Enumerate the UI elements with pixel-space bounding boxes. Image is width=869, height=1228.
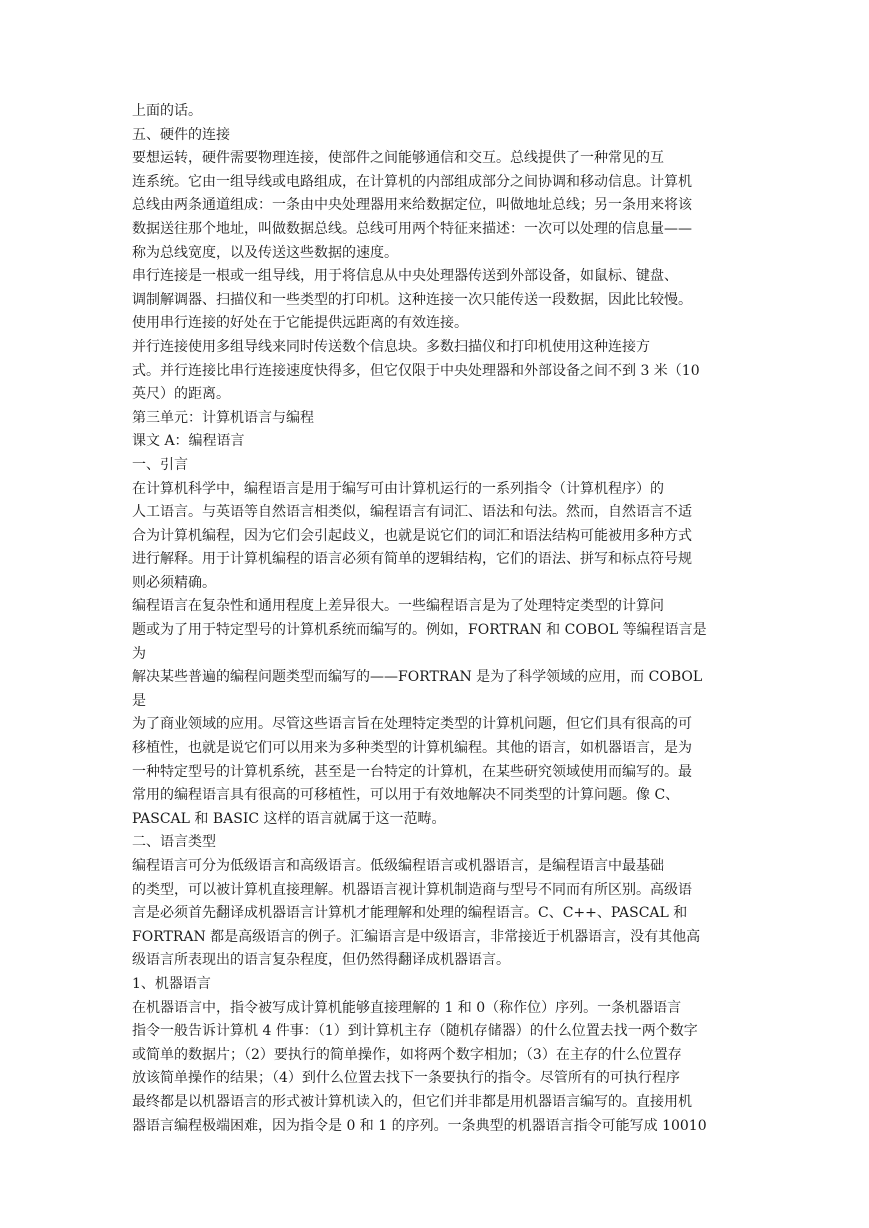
text-line: FORTRAN 都是高级语言的例子。汇编语言是中级语言，非常接近于机器语言，没有其他高 xyxy=(132,928,701,945)
text-line: 移植性，也就是说它们可以用来为多种类型的计算机编程。其他的语言，如机器语言，是为 xyxy=(132,740,692,757)
text-line: 使用串行连接的好处在于它能提供远距离的有效连接。 xyxy=(132,315,468,332)
text-line: 串行连接是一根或一组导线，用于将信息从中央处理器传送到外部设备，如鼠标、键盘、 xyxy=(132,268,678,285)
text-line: PASCAL 和 BASIC 这样的语言就属于这一范畴。 xyxy=(132,810,446,827)
text-line: 则必须精确。 xyxy=(132,574,216,591)
text-line: 调制解调器、扫描仪和一些类型的打印机。这种连接一次只能传送一段数据，因此比较慢。 xyxy=(132,291,692,308)
text-line: 上面的话。 xyxy=(132,103,202,119)
text-line: 题或为了用于特定型号的计算机系统而编写的。例如，FORTRAN 和 COBOL 等编程语言是 xyxy=(132,622,707,639)
text-line: 数据送往那个地址，叫做数据总线。总线可用两个特征来描述：一次可以处理的信息量—— xyxy=(132,220,692,237)
text-line: 英尺）的距离。 xyxy=(132,386,230,403)
text-line: 放该简单操作的结果；（4）到什么位置去找下一条要执行的指令。尽管所有的可执行程序 xyxy=(132,1070,680,1087)
text-line: 级语言所表现出的语言复杂程度，但仍然得翻译成机器语言。 xyxy=(132,952,510,969)
text-line: 为了商业领域的应用。尽管这些语言旨在处理特定类型的计算机问题，但它们具有很高的可 xyxy=(132,716,692,733)
text-line: 编程语言在复杂性和通用程度上差异很大。一些编程语言是为了处理特定类型的计算问 xyxy=(132,598,664,615)
document-page xyxy=(132,100,742,1138)
text-line: 编程语言可分为低级语言和高级语言。低级编程语言或机器语言，是编程语言中最基础 xyxy=(132,858,664,874)
text-line: 的类型，可以被计算机直接理解。机器语言视计算机制造商与型号不同而有所区别。高级语 xyxy=(132,881,692,898)
text-line: 解决某些普遍的编程问题类型而编写的——FORTRAN 是为了科学领域的应用，而 COBOL xyxy=(132,669,703,686)
text-line: 器语言编程极端困难，因为指令是 0 和 1 的序列。一条典型的机器语言指令可能写成 10010 xyxy=(132,1117,707,1134)
text-line: 总线由两条通道组成：一条由中央处理器用来给数据定位，叫做地址总线；另一条用来将该 xyxy=(132,197,692,214)
text-line: 或简单的数据片；（2）要执行的简单操作，如将两个数字相加；（3）在主存的什么位置存 xyxy=(132,1046,682,1063)
text-line: 是 xyxy=(132,692,146,709)
text-line: 连系统。它由一组导线或电路组成，在计算机的内部组成部分之间协调和移动信息。计算机 xyxy=(132,173,692,190)
text-line: 合为计算机编程，因为它们会引起歧义，也就是说它们的词汇和语法结构可能被用多种方式 xyxy=(132,527,692,544)
text-line: 第三单元：计算机语言与编程 xyxy=(132,409,314,426)
text-line: 常用的编程语言具有很高的可移植性，可以用于有效地解决不同类型的计算问题。像 C、 xyxy=(132,787,680,804)
text-line: 进行解释。用于计算机编程的语言必须有简单的逻辑结构，它们的语法、拼写和标点符号规 xyxy=(132,551,692,568)
text-line: 为 xyxy=(132,645,146,662)
text-line: 在计算机科学中，编程语言是用于编写可由计算机运行的一系列指令（计算机程序）的 xyxy=(132,480,664,497)
text-line: 称为总线宽度，以及传送这些数据的速度。 xyxy=(132,244,398,261)
text-line: 要想运转，硬件需要物理连接，使部件之间能够通信和交互。总线提供了一种常见的互 xyxy=(132,150,664,167)
text-line: 最终都是以机器语言的形式被计算机读入的，但它们并非都是用机器语言编写的。直接用机 xyxy=(132,1093,692,1110)
text-line: 指令一般告诉计算机 4 件事：（1）到计算机主存（随机存储器）的什么位置去找一两个数字 xyxy=(132,1023,698,1040)
text-line: 课文 A：编程语言 xyxy=(132,433,245,450)
text-line: 式。并行连接比串行连接速度快得多，但它仅限于中央处理器和外部设备之间不到 3 米（10 xyxy=(132,362,700,379)
text-line: 人工语言。与英语等自然语言相类似，编程语言有词汇、语法和句法。然而，自然语言不适 xyxy=(132,504,692,521)
text-line: 1、机器语言 xyxy=(132,975,211,992)
text-line: 二、语言类型 xyxy=(132,834,216,851)
text-line: 五、硬件的连接 xyxy=(132,126,230,143)
text-line: 在机器语言中，指令被写成计算机能够直接理解的 1 和 0（称作位）序列。一条机器语言 xyxy=(132,999,682,1016)
text-line: 一种特定型号的计算机系统，甚至是一台特定的计算机，在某些研究领域使用而编写的。最 xyxy=(132,763,692,780)
text-line: 一、引言 xyxy=(132,456,188,473)
text-line: 并行连接使用多组导线来同时传送数个信息块。多数扫描仪和打印机使用这种连接方 xyxy=(132,338,650,355)
text-line: 言是必须首先翻译成机器语言计算机才能理解和处理的编程语言。C、C++、PASCAL 和 xyxy=(132,905,688,922)
